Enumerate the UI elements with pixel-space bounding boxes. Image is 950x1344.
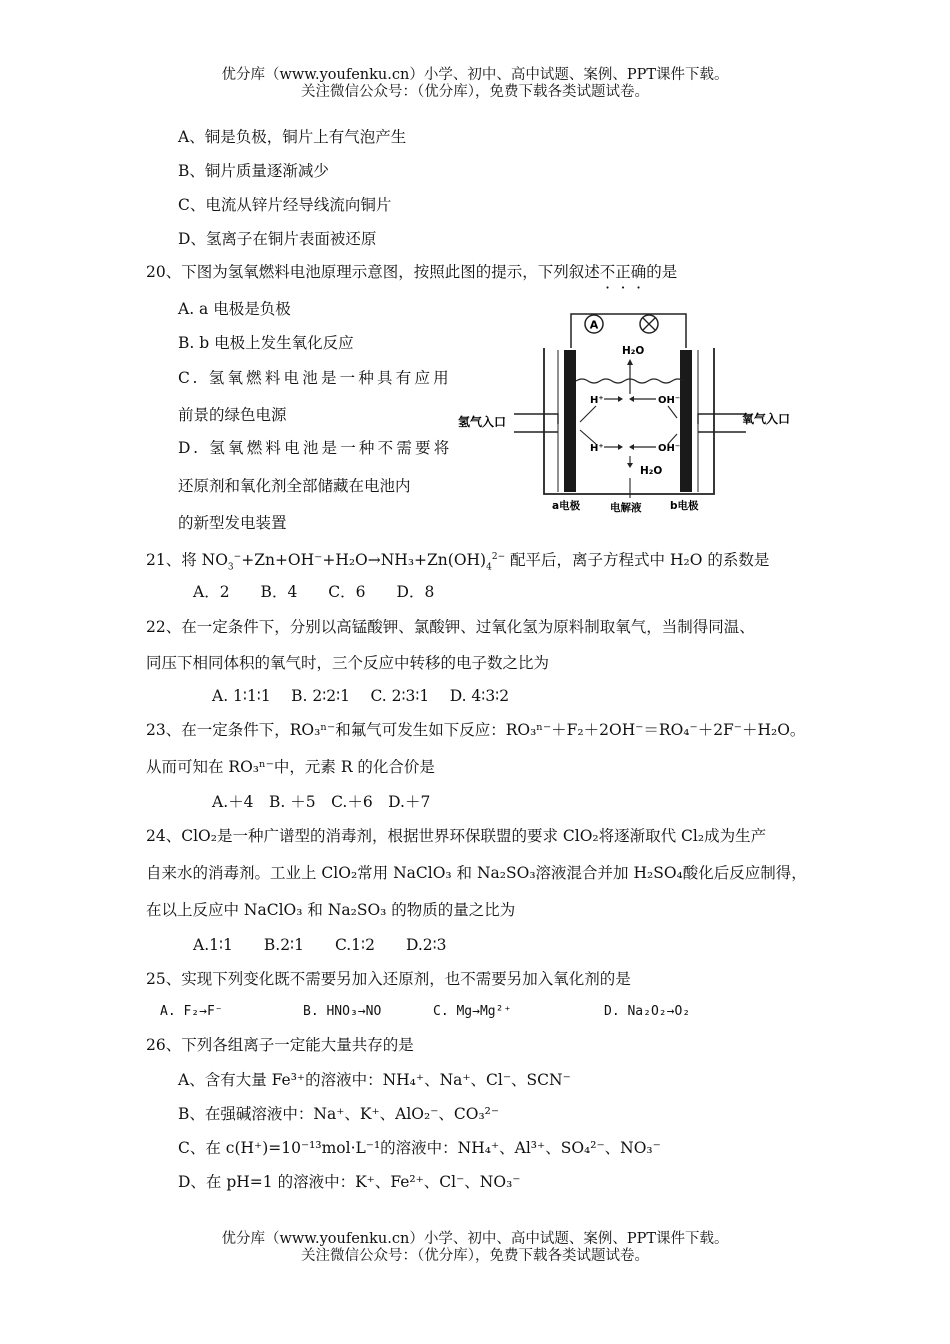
ammeter-label: A xyxy=(589,318,599,332)
q24-line-3: 在以上反应中 NaClO₃ 和 Na₂SO₃ 的物质的量之比为 xyxy=(146,901,516,919)
emphasis-char: 不 xyxy=(599,263,616,281)
q20-option-d-line-3: 的新型发电装置 xyxy=(178,514,287,532)
q20-option-c-line-2: 前景的绿色电源 xyxy=(178,406,287,424)
header-line-1: 优分库（www.youfenku.cn）小学、初中、高中试题、案例、PPT课件下载。 xyxy=(221,67,729,83)
electrode-a-label: a电极 xyxy=(552,500,581,512)
q25-option-d: D. Na₂O₂→O₂ xyxy=(604,1004,691,1019)
electrode-b-label: b电极 xyxy=(670,500,699,512)
q21-stem: 21、将 $NO_3^-+Zn+OH^-+H_2O\to NH_3+Zn(OH)_4^{2-}$ 配平后，离子方程式中 H₂O 的系数是 xyxy=(146,551,770,573)
page-header xyxy=(0,67,950,101)
q26-option-b: B、在强碱溶液中：Na⁺、K⁺、AlO₂⁻、CO₃²⁻ xyxy=(178,1105,500,1123)
q19-option-b: B、铜片质量逐渐减少 xyxy=(178,162,329,180)
q21-options: A．2 B．4 C．6 D．8 xyxy=(193,583,435,601)
footer-line-2: 关注微信公众号：（优分库），免费下载各类试题试卷。 xyxy=(301,1248,649,1264)
q19-option-a: A、铜是负极，铜片上有气泡产生 xyxy=(178,128,407,146)
q24-options: A.1∶1 B.2∶1 C.1∶2 D.2∶3 xyxy=(193,936,447,954)
q23-line-1: 23、在一定条件下，RO₃ⁿ⁻和氟气可发生如下反应：RO₃ⁿ⁻＋F₂＋2OH⁻＝RO₄⁻＋2F⁻＋H₂O。 xyxy=(146,721,806,739)
q22-line-1: 22、在一定条件下，分别以高锰酸钾、氯酸钾、过氧化氢为原料制取氧气，当制得同温、 xyxy=(146,618,755,636)
q23-options: A.＋4 B. ＋5 C.＋6 D.＋7 xyxy=(212,793,431,811)
electrode-a xyxy=(564,350,576,492)
h-plus-lower: H⁺ xyxy=(590,443,604,454)
q20-option-d-line-1: D. 氢氧燃料电池是一种不需要将 xyxy=(178,439,453,457)
q22-options: A. 1∶1∶1 B. 2∶2∶1 C. 2∶3∶1 D. 4∶3∶2 xyxy=(212,687,510,705)
emphasis-char: 正 xyxy=(615,263,631,281)
hydrogen-inlet-label: 氢气入口 xyxy=(458,415,507,429)
q23-line-2: 从而可知在 RO₃ⁿ⁻中，元素 R 的化合价是 xyxy=(146,758,435,776)
q22-line-2: 同压下相同体积的氧气时，三个反应中转移的电子数之比为 xyxy=(146,654,550,672)
oh-minus-lower: OH⁻ xyxy=(658,443,681,454)
water-bottom-label: H₂O xyxy=(640,465,663,477)
q20-stem: 20、下图为氢氧燃料电池原理示意图，按照此图的提示，下列叙述不正确的是 xyxy=(146,263,678,281)
q26-stem: 26、下列各组离子一定能大量共存的是 xyxy=(146,1036,414,1054)
q20-option-b: B. b 电极上发生氧化反应 xyxy=(178,334,354,352)
emphasis-char: 确 xyxy=(630,263,647,281)
q20-option-a: A. a 电极是负极 xyxy=(178,300,291,318)
page-footer xyxy=(0,1231,950,1265)
q19-option-c: C、电流从锌片经导线流向铜片 xyxy=(178,196,392,214)
q25-option-b: B. HNO₃→NO xyxy=(303,1004,382,1019)
h-plus-upper: H⁺ xyxy=(590,395,604,406)
oh-minus-upper: OH⁻ xyxy=(658,395,681,406)
water-top-label: H₂O xyxy=(622,345,645,357)
q20-option-d-line-2: 还原剂和氧化剂全部储藏在电池内 xyxy=(178,477,411,495)
q25-stem: 25、实现下列变化既不需要另加入还原剂，也不需要另加入氧化剂的是 xyxy=(146,970,631,988)
oxygen-inlet-label: 氧气入口 xyxy=(742,412,791,426)
footer-line-1: 优分库（www.youfenku.cn）小学、初中、高中试题、案例、PPT课件下载。 xyxy=(221,1231,729,1247)
q24-line-2: 自来水的消毒剂。工业上 ClO₂常用 NaClO₃ 和 Na₂SO₃溶液混合并加 H₂SO₄酸化后反应制得， xyxy=(146,864,807,882)
q24-line-1: 24、ClO₂是一种广谱型的消毒剂，根据世界环保联盟的要求 ClO₂将逐渐取代 Cl₂成为生产 xyxy=(146,827,767,845)
q25-option-a: A. F₂→F⁻ xyxy=(160,1004,223,1019)
q19-option-d: D、氢离子在铜片表面被还原 xyxy=(178,230,377,248)
header-line-2: 关注微信公众号：（优分库），免费下载各类试题试卷。 xyxy=(301,84,649,100)
q25-option-c: C. Mg→Mg²⁺ xyxy=(433,1004,512,1019)
q26-option-a: A、含有大量 Fe³⁺的溶液中：NH₄⁺、Na⁺、Cl⁻、SCN⁻ xyxy=(178,1071,571,1089)
electrolyte-label: 电解液 xyxy=(610,502,642,514)
electrode-b xyxy=(680,350,692,492)
q26-option-c: C、在 c(H⁺)=10⁻¹³mol·L⁻¹的溶液中：NH₄⁺、Al³⁺、SO₄²⁻、NO₃⁻ xyxy=(178,1139,661,1157)
fuel-cell-diagram xyxy=(456,306,801,521)
q20-option-c-line-1: C. 氢氧燃料电池是一种具有应用 xyxy=(178,369,452,387)
q26-option-d: D、在 pH=1 的溶液中：K⁺、Fe²⁺、Cl⁻、NO₃⁻ xyxy=(178,1173,521,1191)
